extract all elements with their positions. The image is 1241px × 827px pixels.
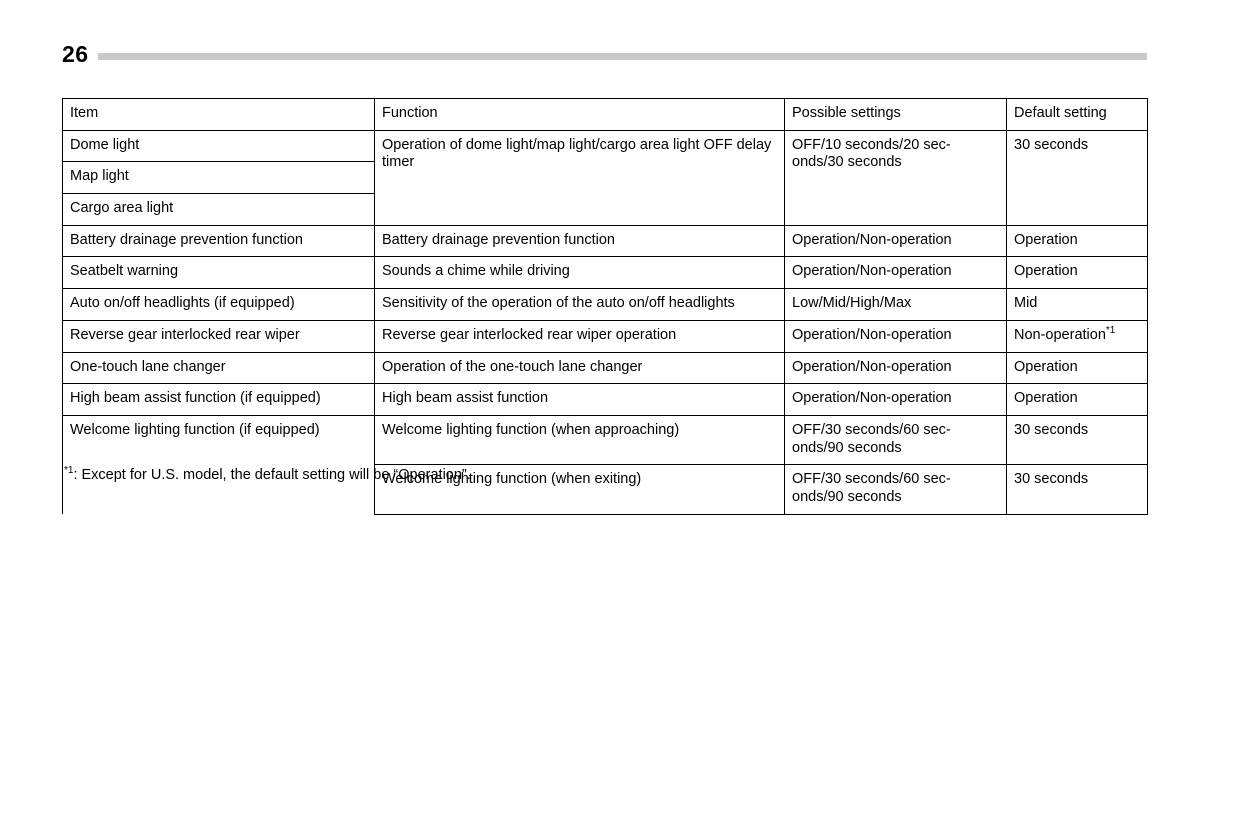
table-row [63,320,1148,352]
footnote-text: : Except for U.S. model, the default setting will be “Operation”. [73,467,471,483]
cell-item: Dome light [63,130,375,162]
cell-possible-settings: Operation/Non-operation [785,320,1007,352]
column-header-item: Item [63,99,375,131]
cell-item: Auto on/off headlights (if equipped) [63,289,375,321]
settings-table [62,98,1148,515]
cell-function: Welcome lighting function (when exiting) [375,465,785,514]
cell-possible-settings: OFF/10 seconds/20 sec-onds/30 seconds [785,130,1007,225]
table-row [63,225,1148,257]
cell-item: Cargo area light [63,194,375,226]
table-row [63,352,1148,384]
column-header-possible-settings: Possible settings [785,99,1007,131]
cell-function: Sounds a chime while driving [375,257,785,289]
cell-possible-settings: Operation/Non-operation [785,352,1007,384]
cell-default-text: Non-operation [1014,326,1106,343]
cell-possible-settings: Operation/Non-operation [785,384,1007,416]
cell-possible-settings: Low/Mid/High/Max [785,289,1007,321]
footnote [64,466,471,485]
cell-item: Welcome lighting function (if equipped) [63,415,375,514]
table-row [63,130,1148,162]
cell-default-setting: Mid [1007,289,1148,321]
cell-item: Map light [63,162,375,194]
footnote-marker: *1 [64,465,74,477]
cell-default-setting: Operation [1007,225,1148,257]
cell-function: Reverse gear interlocked rear wiper operation [375,320,785,352]
column-header-default-setting: Default setting [1007,99,1148,131]
table-row [63,384,1148,416]
cell-default-setting: 30 seconds [1007,415,1148,464]
cell-possible-settings: Operation/Non-operation [785,257,1007,289]
page-number: 26 [62,41,89,67]
settings-table-container [62,98,1147,515]
page-header [62,40,1147,70]
cell-possible-settings: Operation/Non-operation [785,225,1007,257]
cell-item: One-touch lane changer [63,352,375,384]
cell-function: Operation of dome light/map light/cargo area light OFF delay timer [375,130,785,225]
table-row [63,415,1148,464]
table-row [63,257,1148,289]
cell-item: Reverse gear interlocked rear wiper [63,320,375,352]
cell-function: Battery drainage prevention function [375,225,785,257]
table-header-row [63,99,1148,131]
cell-item: Battery drainage prevention function [63,225,375,257]
cell-default-setting: Operation [1007,352,1148,384]
cell-function: Operation of the one-touch lane changer [375,352,785,384]
footnote-ref: *1 [1105,324,1116,336]
cell-item: High beam assist function (if equipped) [63,384,375,416]
column-header-function: Function [375,99,785,131]
table-row [63,289,1148,321]
cell-function: High beam assist function [375,384,785,416]
cell-default-setting: 30 seconds [1007,130,1148,225]
cell-item: Seatbelt warning [63,257,375,289]
cell-function: Sensitivity of the operation of the auto on/off headlights [375,289,785,321]
cell-possible-settings: OFF/30 seconds/60 sec-onds/90 seconds [785,415,1007,464]
cell-default-setting [1007,320,1148,352]
header-rule [98,53,1147,60]
cell-default-setting: Operation [1007,257,1148,289]
cell-function: Welcome lighting function (when approaching) [375,415,785,464]
cell-default-setting: 30 seconds [1007,465,1148,514]
cell-possible-settings: OFF/30 seconds/60 sec-onds/90 seconds [785,465,1007,514]
cell-default-setting: Operation [1007,384,1148,416]
